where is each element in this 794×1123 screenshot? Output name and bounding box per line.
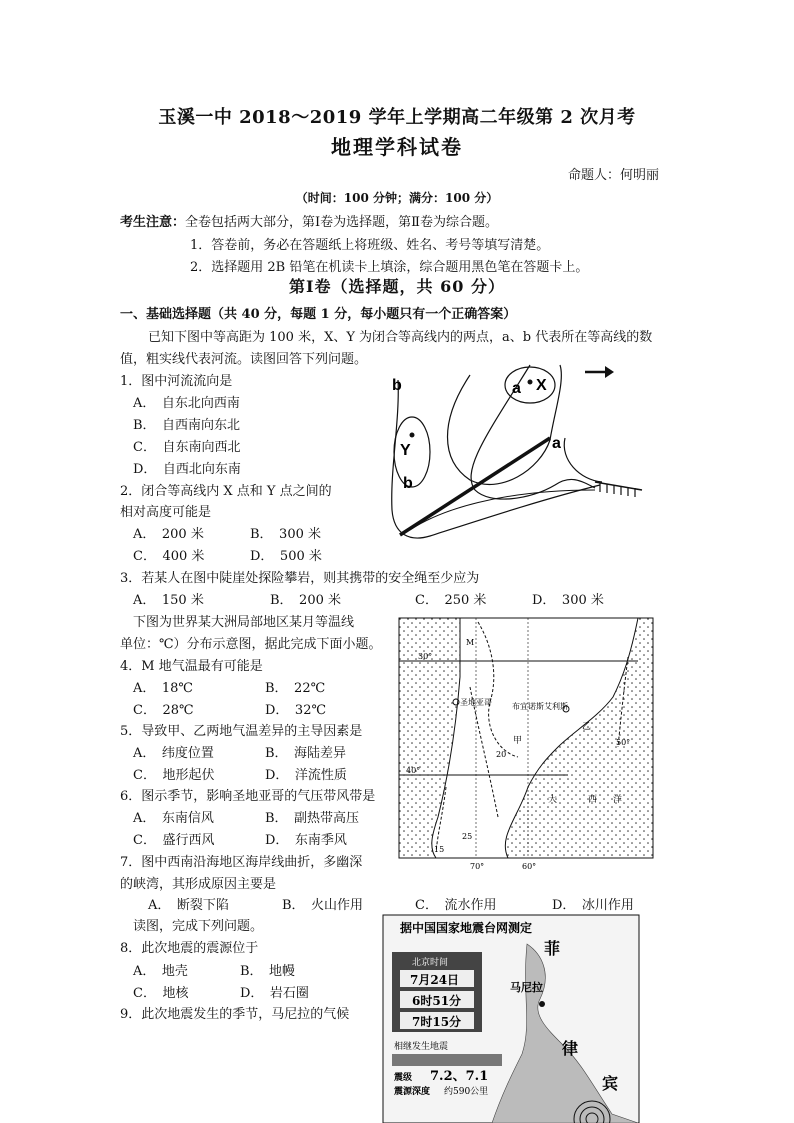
q8-option-c: C． 地核: [133, 986, 189, 1001]
label-buenos: 布宜诺斯艾利斯: [512, 702, 568, 711]
q2-option-b: B． 300 米: [250, 527, 321, 542]
label-ocean-da: 大: [548, 795, 558, 805]
q5-option-c: C． 地形起伏: [133, 768, 215, 783]
q7-option-b: B． 火山作用: [282, 898, 364, 913]
label-b-top: b: [392, 377, 402, 394]
contour-line-b-outer: [392, 380, 600, 538]
q5-option-b: B． 海陆差异: [265, 746, 347, 761]
label-iso15: 15: [434, 845, 445, 854]
q3-option-b: B． 200 米: [270, 593, 341, 608]
q1-option-a: A． 自东北向西南: [133, 396, 240, 411]
q6-stem: 6．图示季节，影响圣地亚哥的气压带风带是: [120, 789, 376, 804]
passage1-line1: 已知下图中等高距为 100 米，X、Y 为闭合等高线内的两点，a、b 代表所在等高线的数: [148, 330, 653, 345]
label-b-bottom: b: [403, 475, 413, 492]
q2-stem2: 相对高度可能是: [120, 505, 212, 520]
magnitude-label: 震级: [394, 1073, 413, 1083]
q9-stem: 9．此次地震发生的季节，马尼拉的气候: [120, 1007, 350, 1022]
earthquake-map: [382, 914, 640, 1123]
label-m: M: [466, 638, 475, 647]
point-y-dot: [410, 433, 415, 438]
passage3: 读图，完成下列问题。: [133, 919, 264, 934]
river: [400, 438, 550, 535]
q3-option-d: D． 300 米: [532, 593, 604, 608]
q7-option-c: C． 流水作用: [415, 898, 497, 913]
manila-marker: [539, 1001, 545, 1007]
label-yi: 乙: [582, 722, 592, 732]
q6-option-d: D． 东南季风: [265, 833, 347, 848]
exam-title: 玉溪一中 2018～2019 学年上学期高二年级第 2 次月考: [158, 107, 636, 128]
contour-map: [380, 360, 670, 550]
label-ocean-xi: 西: [588, 795, 598, 805]
part-title: 一、基础选择题（共 40 分，每题 1 分，每小题只有一个正确答案）: [120, 307, 517, 322]
notes-label: 考生注意：: [120, 215, 186, 230]
q4-option-a: A． 18℃: [133, 681, 193, 696]
passage2-line2: 单位：℃）分布示意图，据此完成下面小题。: [120, 637, 382, 652]
depth-value: 约590公里: [444, 1087, 489, 1097]
label-lat40: 40°: [406, 766, 421, 775]
q8-stem: 8．此次地震的震源位于: [120, 941, 259, 956]
q3-option-a: A． 150 米: [133, 593, 204, 608]
continuous-quake: 相继发生地震: [394, 1042, 449, 1052]
label-jia: 甲: [513, 736, 523, 746]
q4-option-c: C． 28℃: [133, 703, 194, 718]
q4-stem: 4．M 地气温最有可能是: [120, 659, 263, 674]
notes-intro: [120, 211, 498, 230]
q8-option-d: D． 岩石圈: [240, 986, 309, 1001]
notes-intro-text: 全卷包括两大部分，第Ⅰ卷为选择题，第Ⅱ卷为综合题。: [185, 215, 498, 230]
label-manila: 马尼拉: [510, 981, 543, 994]
exam-subtitle: 地理学科试卷: [331, 135, 463, 159]
label-ocean-yang: 洋: [613, 795, 623, 805]
label-a-top: a: [512, 380, 521, 397]
q5-option-a: A． 纬度位置: [133, 746, 214, 761]
q6-option-a: A． 东南信风: [133, 811, 214, 826]
label-bin: 宾: [602, 1074, 619, 1093]
q8-option-a: A． 地壳: [133, 964, 188, 979]
author: 命题人：何明丽: [568, 168, 660, 183]
note-item-1: 1．答卷前，务必在答题纸上将班级、姓名、考号等填写清楚。: [190, 238, 550, 253]
q4-option-b: B． 22℃: [265, 681, 326, 696]
q7-option-a: A． 断裂下陷: [148, 898, 229, 913]
q7-stem2: 的峡湾，其形成原因主要是: [120, 877, 277, 892]
label-fei: 菲: [544, 939, 561, 958]
q7-stem1: 7．图中西南沿海地区海岸线曲折，多幽深: [120, 855, 363, 870]
label-lon70: 70°: [470, 862, 485, 871]
label-lon60: 60°: [522, 862, 537, 871]
label-santiago: 圣地亚哥: [460, 698, 492, 707]
beijing-time-label: 北京时间: [412, 958, 449, 968]
q2-option-c: C． 400 米: [133, 549, 205, 564]
q1-option-b: B． 自西南向东北: [133, 418, 241, 433]
q7-option-d: D． 冰川作用: [552, 898, 634, 913]
q1-option-d: D． 自西北向东南: [133, 462, 241, 477]
passage2-line1: 下图为世界某大洲局部地区某月等温线: [133, 615, 355, 630]
section-title: 第Ⅰ卷（选择题，共 60 分）: [289, 277, 505, 296]
label-x: X: [536, 377, 547, 394]
label-lon50: 50°: [616, 738, 631, 747]
point-x-dot: [528, 380, 533, 385]
quake-date: 7月24日: [410, 973, 460, 987]
q2-stem1: 2．闭合等高线内 X 点和 Y 点之间的: [120, 484, 332, 499]
label-lat30: 30°: [418, 652, 433, 661]
label-lv: 律: [562, 1039, 579, 1058]
banner-text: 据中国国家地震台网测定: [400, 921, 533, 935]
q4-option-d: D． 32℃: [265, 703, 327, 718]
q3-stem: 3．若某人在图中陡崖处探险攀岩，则其携带的安全绳至少应为: [120, 571, 480, 586]
contour-line-right: [564, 438, 602, 482]
quake-time2: 7时15分: [412, 1015, 462, 1029]
passage1-line2: 值，粗实线代表河流。读图回答下列问题。: [120, 352, 368, 367]
label-iso20: 20: [496, 750, 507, 759]
time-info: （时间：100 分钟；满分：100 分）: [295, 191, 499, 205]
q2-option-a: A． 200 米: [133, 527, 204, 542]
isotherm-map: [398, 617, 654, 875]
quake-time1: 6时51分: [412, 994, 462, 1008]
q8-option-b: B． 地幔: [240, 964, 296, 979]
q2-option-d: D． 500 米: [250, 549, 322, 564]
arrow-icon: [585, 366, 614, 378]
q6-option-c: C． 盛行西风: [133, 833, 215, 848]
label-y: Y: [400, 442, 411, 459]
q5-stem: 5．导致甲、乙两地气温差异的主导因素是: [120, 724, 363, 739]
q1-stem: 1．图中河流流向是: [120, 374, 233, 389]
label-iso25: 25: [462, 832, 473, 841]
note-item-2: 2．选择题用 2B 铅笔在机读卡上填涂，综合题用黑色笔在答题卡上。: [190, 260, 589, 275]
label-a-river: a: [552, 435, 561, 452]
depth-label: 震源深度: [394, 1087, 431, 1097]
q6-option-b: B． 副热带高压: [265, 811, 360, 826]
q1-option-c: C． 自东南向西北: [133, 440, 241, 455]
q3-option-c: C． 250 米: [415, 593, 487, 608]
magnitude-value: 7.2、7.1: [430, 1069, 489, 1084]
q5-option-d: D． 洋流性质: [265, 768, 347, 783]
